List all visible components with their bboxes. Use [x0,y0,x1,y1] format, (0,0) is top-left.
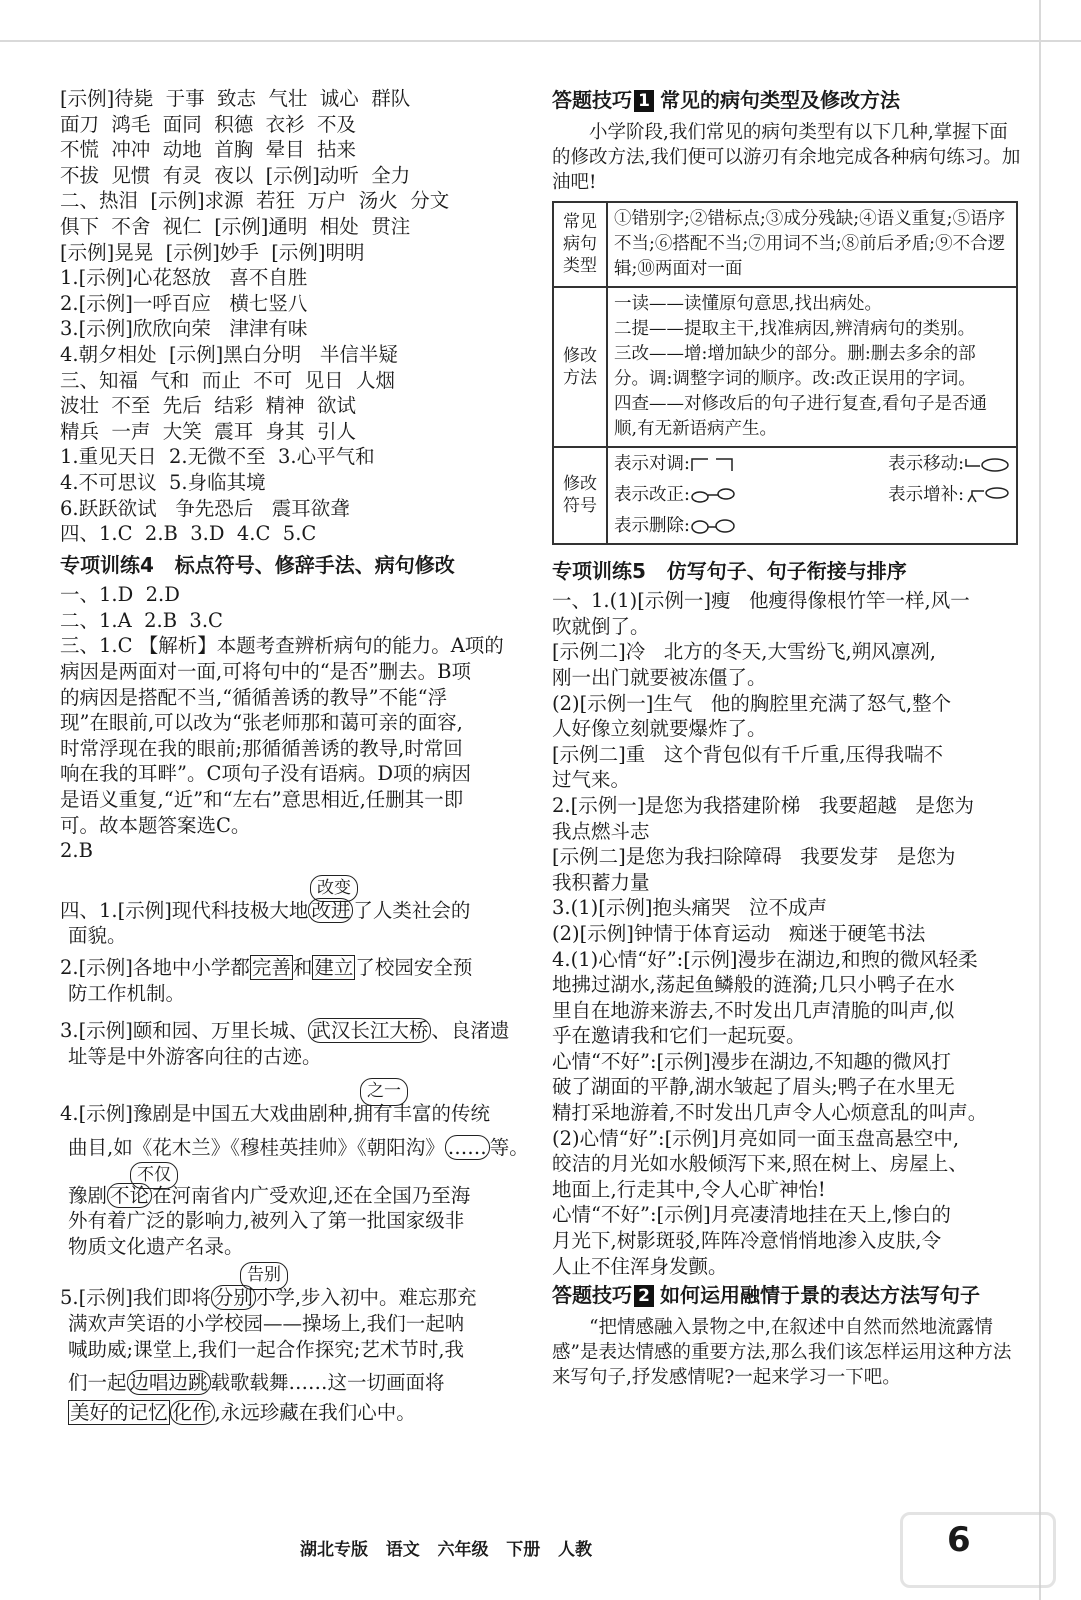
answer-line: 时常浮现在我的眼前;那循循善诱的教导,时常回 [60,736,463,760]
answer-line: 3.[示例]欣欣向荣 津津有味 [60,317,308,341]
tip-2-intro: “把情感融入景物之中,在叙述中自然而然地流露情感”是表达情感的重要方法,那么我们该怎样运用这种方法来写句子,抒发感情呢?一起来学习一下吧。 [552,1316,1012,1388]
tip-number-badge: 2 [634,1285,654,1307]
answer-line: 病因是两面对一面,可将句中的“是否”删去。B项 [60,660,471,684]
answer-line: 里自在地游来游去,不时发出几声清脆的叫声,似 [552,998,955,1022]
q4-4 [60,1077,529,1259]
tip-title: 如何运用融情于景的表达方法写句子 [660,1283,980,1308]
correction-note: 之一 [360,1078,408,1106]
text: 了校园安全预 [355,956,473,979]
answer-line: 精打采地游着,不时发出几声令人心烦意乱的叫声。 [552,1101,988,1125]
text: 3.[示例]颐和园、万里长城、 [60,1019,309,1043]
text: 面貌。 [68,924,127,948]
tip-label: 答题技巧 [552,1283,632,1308]
q4-2 [60,955,515,1006]
tip-1-heading [552,88,1022,114]
answer-line: 皎洁的月光如水般倾泻下来,照在树上、房屋上、 [552,1152,968,1176]
answer-line: 3.(1)[示例]抱头痛哭 泣不成声 [552,896,828,920]
text: 防工作机制。 [68,981,186,1005]
q4-3 [60,1018,515,1069]
q4-1 [60,874,515,949]
answer-line: 我积蓄力量 [552,870,650,894]
row-head-types: 常见病句类型 [553,202,607,287]
text: 等。 [489,1135,529,1159]
sentence-error-table [552,201,1018,545]
tip-title: 常见的病句类型及修改方法 [660,88,900,112]
page-number: 6 [947,1520,971,1560]
left-column [60,86,529,1425]
text: 、良渚遗 [431,1019,510,1043]
method-line: 三改——增:增加缺少的部分。删:删去多余的部分。调:调整字词的顺序。改:改正误用的字词。 [614,343,976,389]
text: 址等是中外游客向往的古迹。 [68,1044,322,1068]
correction-note: 告别 [240,1262,288,1290]
answer-lines-right [552,588,1022,1279]
circled-word: …… [445,1135,490,1160]
answer-line: 一、1.D 2.D [60,583,180,607]
answer-line: 人止不住浑身发颤。 [552,1254,728,1278]
text: 豫剧 [68,1183,108,1207]
text: 载歌载舞……这一切画面将 [210,1371,445,1395]
answer-line: 三、1.C 【解析】本题考查辨析病句的能力。A项的 [60,634,504,658]
watermark-logo [900,1512,1056,1588]
circled-word: 边唱边跳 [127,1370,211,1395]
decorative-top-border [0,0,1081,42]
symbol-label: 表示删除: [614,515,690,536]
answer-line: (2)心情“好”:[示例]月亮如同一面玉盘高悬空中, [552,1126,960,1150]
circled-word: 分别 [211,1285,256,1310]
correction-note: 不仅 [130,1162,178,1190]
tip-1-intro: 小学阶段,我们常见的病句类型有以下几种,掌握下面的修改方法,我们便可以游刃有余地完成各种病句练习。加油吧! [552,121,1021,193]
correct-mark-icon [690,487,736,503]
answer-line: 二、1.A 2.B 3.C [60,608,223,632]
answer-line: 6.跃跃欲试 争先恐后 震耳欲聋 [60,496,350,520]
answer-line: 是语义重复,“近”和“左右”意思相近,任删其一即 [60,788,464,812]
answer-line: 心情“不好”:[示例]漫步在湖边,不知趣的微风打 [552,1049,951,1073]
answer-line: 4.朝夕相处 [示例]黑白分明 半信半疑 [60,342,398,366]
decorative-right-border [1039,0,1081,1600]
right-column [552,86,1022,1396]
heading-training-5: 专项训练5 仿写句子、句子衔接与排序 [552,558,907,583]
row-head-symbols: 修改符号 [553,447,607,544]
answer-line: [示例二]冷 北方的冬天,大雪纷飞,朔风凛冽, [552,640,936,664]
symbol-label: 表示对调: [614,453,690,474]
symbol-label: 表示改正: [614,484,690,505]
answer-lines-part2 [60,582,515,864]
answer-line: 4.不可思议 5.身临其境 [60,470,266,494]
answer-line: 吹就倒了。 [552,614,650,638]
correction-note: 改变 [310,875,358,903]
answer-line: 不慌 冲冲 动地 首胸 晕目 拈来 [60,138,356,162]
answer-line: 一、1.(1)[示例一]瘦 他瘦得像根竹竿一样,风一 [552,589,970,613]
method-line: 一读——读懂原句意思,找出病处。 [614,293,883,314]
text: 在河南省内广受欢迎,还在全国乃至海 [152,1183,471,1207]
method-line: 四查——对修改后的句子进行复查,看句子是否通顺,有无新语病产生。 [614,393,988,439]
answer-line: 2.[示例一]是您为我搭建阶梯 我要超越 是您为 [552,793,975,817]
text: 喊助威;课堂上,我们一起合作探究;艺术节时,我 [68,1337,465,1361]
circled-word: 不论 [107,1183,152,1208]
answer-line: 精兵 一声 大笑 震耳 身其 引人 [60,419,356,443]
tip-2-heading [552,1283,1022,1309]
answer-line: 月光下,树影斑驳,阵阵冷意悄悄地渗入皮肤,令 [552,1229,942,1253]
answer-line: 的病因是搭配不当,“循循善诱的教导”不能“浮 [60,685,448,709]
answer-line: 响在我的耳畔”。C项句子没有语病。D项的病因 [60,762,472,786]
answer-line: 1.重见天日 2.无微不至 3.心平气和 [60,445,375,469]
tip-number-badge: 1 [634,90,654,112]
answer-line: 二、热泪 [示例]求源 若狂 万户 汤火 分文 [60,189,450,213]
answer-line: 四、1.C 2.B 3.D 4.C 5.C [60,522,317,546]
answer-line: 人好像立刻就要爆炸了。 [552,717,767,741]
answer-line: 地面上,行走其中,令人心旷神怡! [552,1177,826,1201]
answer-line: 刚一出门就要被冻僵了。 [552,665,767,689]
answer-line: [示例]晃晃 [示例]妙手 [示例]明明 [60,240,365,264]
answer-line: [示例]待毙 于事 致志 气壮 诚心 群队 [60,87,411,110]
answer-line: 4.(1)心情“好”:[示例]漫步在湖边,和煦的微风轻柔 [552,947,978,971]
text: 外有着广泛的影响力,被列入了第一批国家级非 [68,1209,465,1233]
marked-word: 美好的记忆 [70,1400,168,1424]
answer-line: (2)[示例一]生气 他的胸腔里充满了怒气,整个 [552,691,952,715]
marked-word: 完善 [251,956,291,979]
text: 2.[示例]各地中小学都 [60,956,250,979]
answer-line: 三、知福 气和 而止 不可 见日 人烟 [60,368,395,392]
circled-word: 武汉长江大桥 [308,1018,431,1043]
swap-mark-icon [690,456,736,472]
delete-mark-icon [690,518,736,534]
text: ,永远珍藏在我们心中。 [214,1400,416,1424]
method-line: 二提——提取主干,找准病因,辨清病句的类别。 [614,318,976,339]
text: 5.[示例]我们即将 [60,1286,211,1310]
answer-line: 俱下 不舍 视仁 [示例]通明 相处 贯注 [60,214,411,238]
footer-edition: 湖北专版 语文 六年级 下册 人教 [300,1540,593,1560]
text: 满欢声笑语的小学校园——操场上,我们一起呐 [68,1311,465,1335]
error-types-cell: ①错别字;②错标点;③成分残缺;④语义重复;⑤语序不当;⑥搭配不当;⑦用词不当;⑧前后矛盾;⑨不合逻辑;⑩两面对一面 [607,202,1017,287]
tip-label: 答题技巧 [552,88,632,112]
symbols-cell [607,447,1017,544]
text: 和 [292,956,313,979]
symbol-label: 表示增补: [888,484,964,505]
marked-word: 建立 [314,956,354,979]
move-mark-icon [964,456,1010,472]
answer-lines-part1 [60,86,515,547]
answer-line: 2.[示例]一呼百应 横七竖八 [60,291,308,315]
text: 小学,步入初中。难忘那充 [255,1286,477,1310]
answer-line: 波壮 不至 先后 结彩 精神 欲试 [60,394,356,418]
heading-training-4: 专项训练4 标点符号、修辞手法、病句修改 [60,552,455,577]
answer-line: 可。故本题答案选C。 [60,813,251,837]
answer-line: 现”在眼前,可以改为“张老师那和蔼可亲的面容, [60,711,463,735]
symbol-label: 表示移动: [888,453,964,474]
text: ,拥有丰富的传统 [347,1102,491,1126]
row-head-methods: 修改方法 [553,287,607,447]
insert-mark-icon [964,487,1010,503]
answer-line: 面刀 鸿毛 面同 积德 衣衫 不及 [60,112,356,136]
answer-line: 我点燃斗志 [552,819,650,843]
circled-word: 改进 [308,898,353,923]
text: 物质文化遗产名录。 [68,1234,244,1258]
answer-line: 2.B [60,839,93,863]
text: 们一起 [68,1371,127,1395]
answer-line: 地拂过湖水,荡起鱼鳞般的涟漪;几只小鸭子在水 [552,973,955,997]
answer-line: (2)[示例]钟情于体育运动 痴迷于硬笔书法 [552,921,926,945]
answer-line: 心情“不好”:[示例]月亮凄清地挂在天上,惨白的 [552,1203,951,1227]
answer-line: 过气来。 [552,768,631,792]
text: 四、1.[示例]现代科技极大地 [60,898,309,922]
text: 了人类社会的 [353,898,471,922]
text: 曲目,如《花木兰》《穆桂英挂帅》《朝阳沟》 [68,1135,445,1159]
q4-5 [60,1261,515,1425]
answer-line: [示例二]重 这个背包似有千斤重,压得我喘不 [552,742,944,766]
text: 4.[示例]豫剧是中国五大戏曲剧种 [60,1102,348,1126]
answer-line: 1.[示例]心花怒放 喜不自胜 [60,266,308,290]
answer-line: 不拔 见惯 有灵 夜以 [示例]动听 全力 [60,163,411,187]
answer-line: 乎在邀请我和它们一起玩耍。 [552,1024,806,1048]
answer-line: [示例二]是您为我扫除障碍 我要发芽 是您为 [552,845,956,869]
methods-cell [607,287,1017,447]
answer-line: 破了湖面的平静,湖水皱起了眉头;鸭子在水里无 [552,1075,955,1099]
circled-word: 化作 [170,1400,215,1425]
